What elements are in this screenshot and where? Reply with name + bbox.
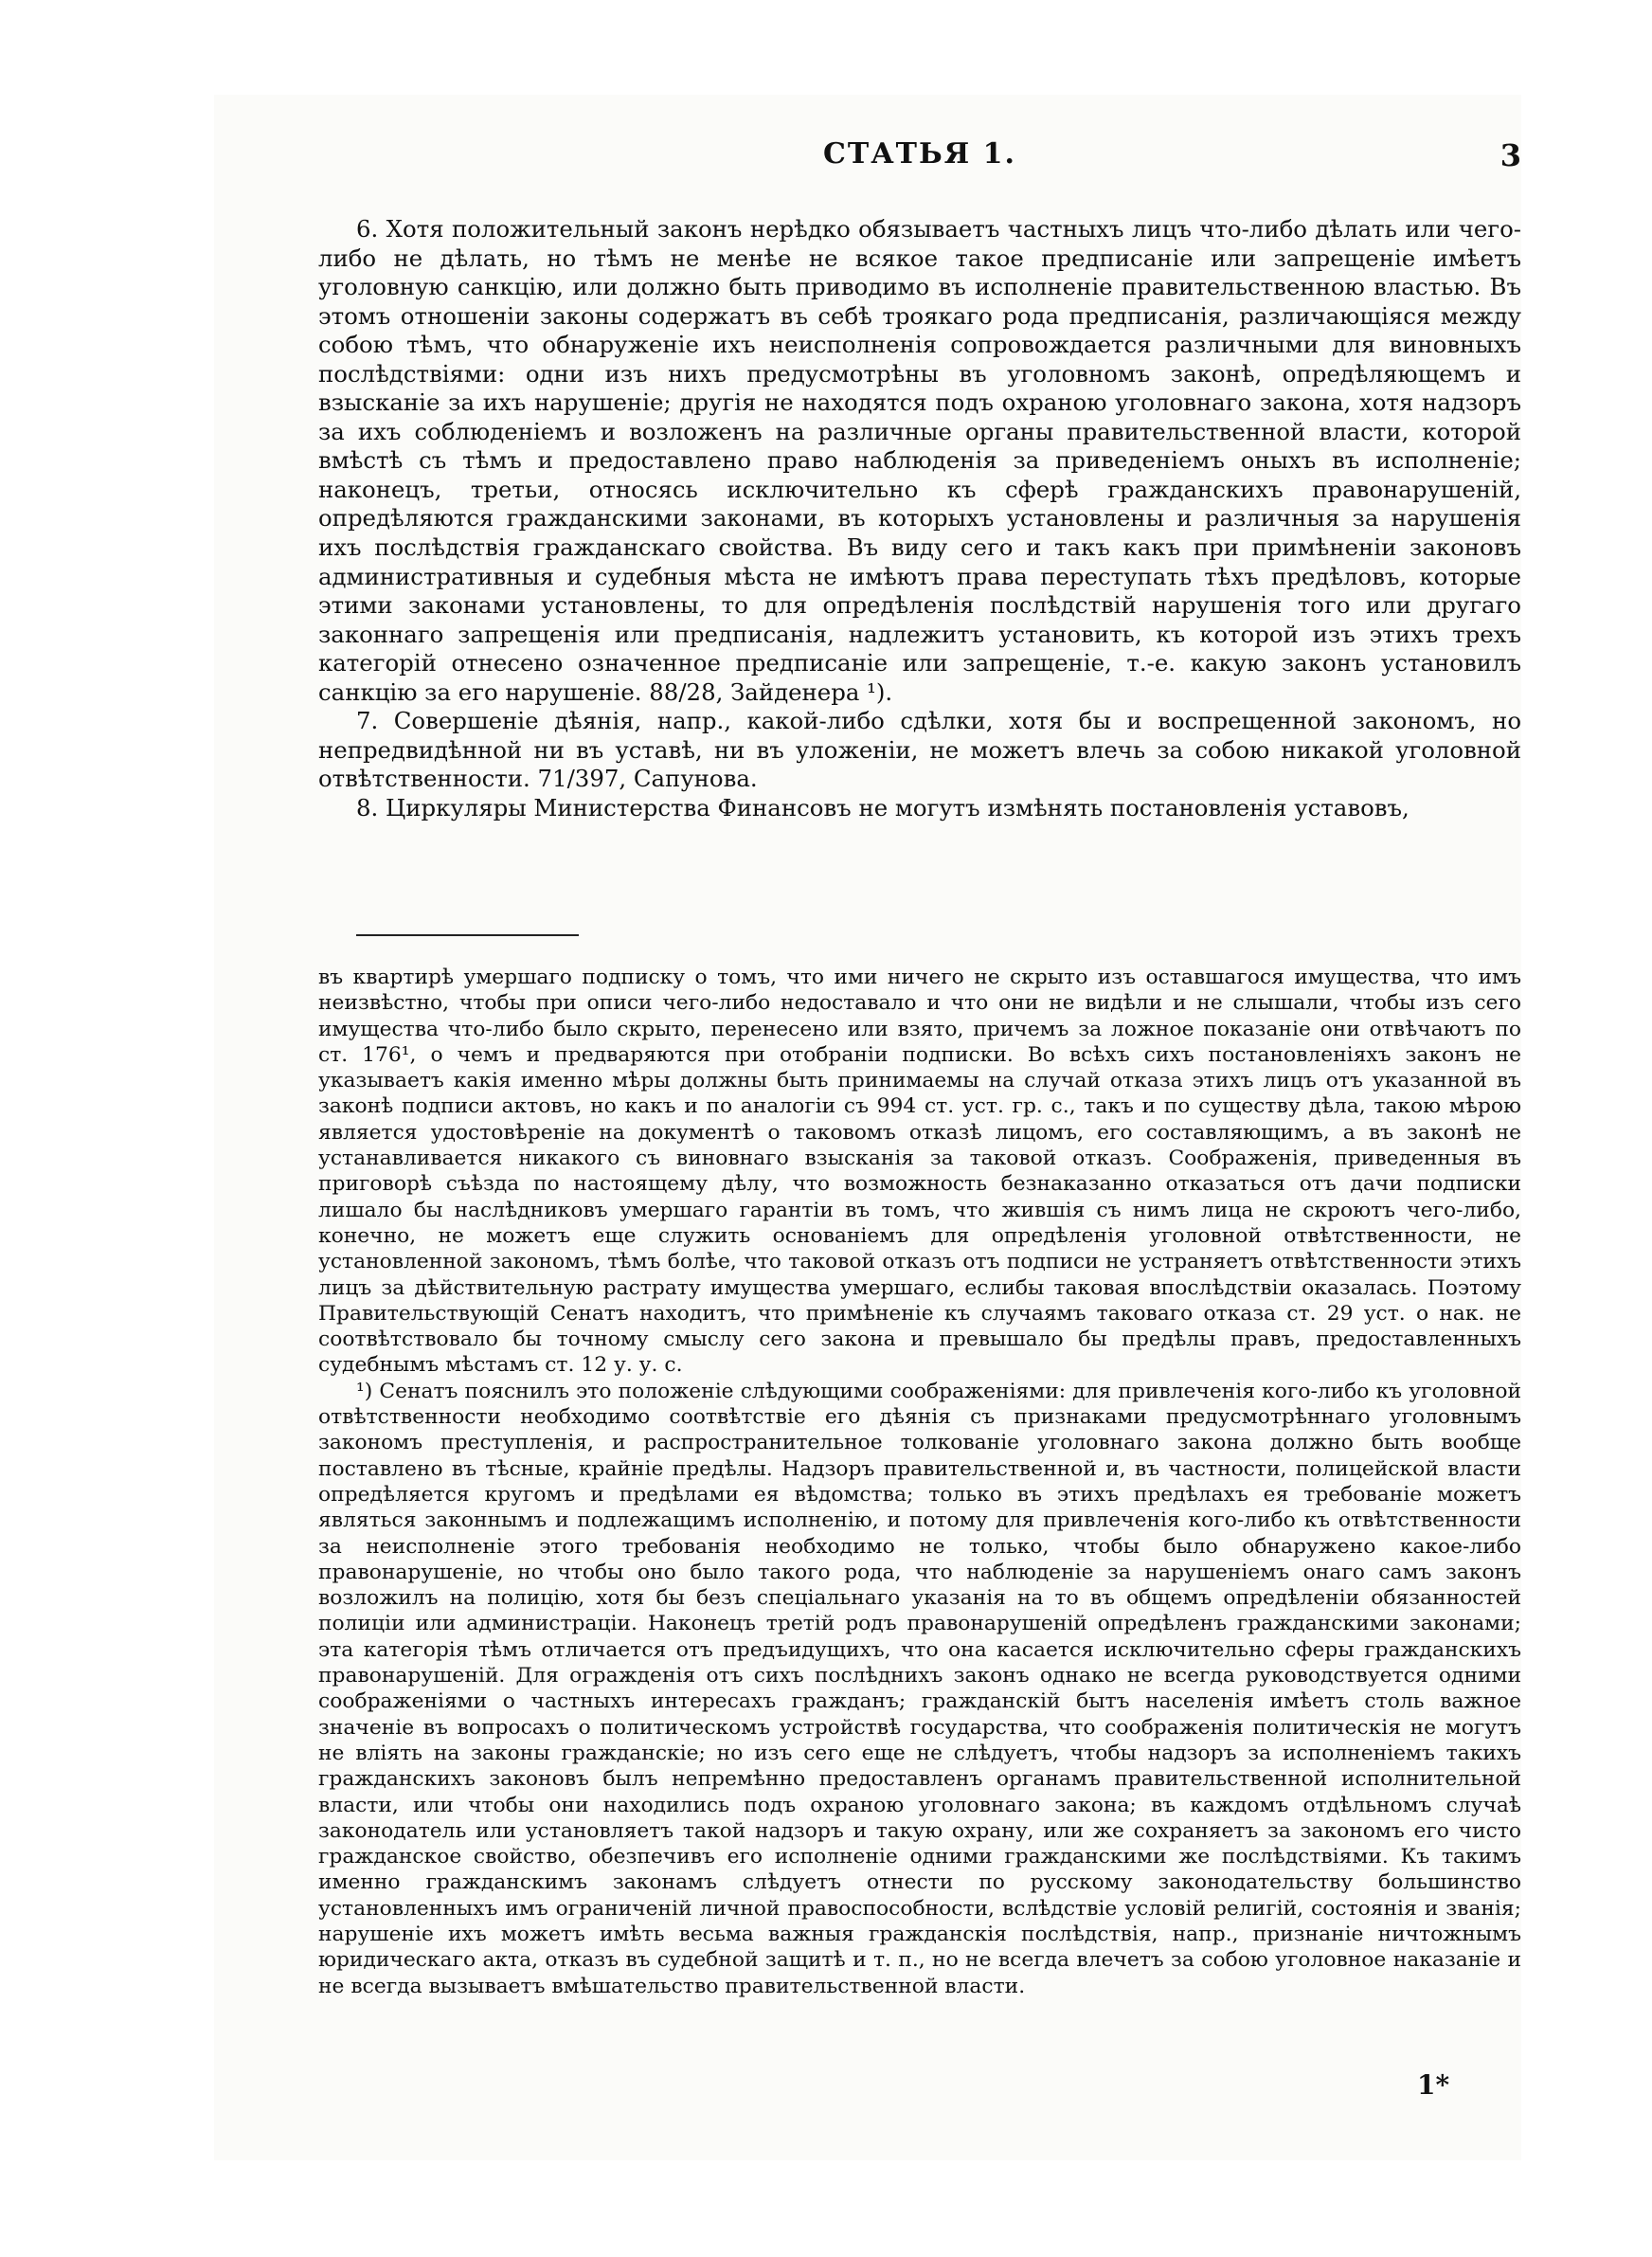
footnotes [318, 965, 1521, 1999]
paragraph-7: 7. Совершеніе дѣянія, напр., какой-либо сдѣлки, хотя бы и воспрещенной закономъ, но непредвидѣнной ни въ уставѣ, ни въ уложеніи, не можетъ влечь за собою никакой уголовной отвѣтственности. 71/397, Сапунова. [318, 707, 1521, 793]
paragraph-6: 6. Хотя положительный законъ нерѣдко обязываетъ частныхъ лицъ что-либо дѣлать или чего-либо не дѣлать, но тѣмъ не менѣе не всякое такое предписаніе или запрещеніе имѣетъ уголовную санкцію, или должно быть приводимо въ исполненіе правительственною властью. Въ этомъ отношеніи законы содержатъ въ себѣ троякаго рода предписанія, различающіяся между собою тѣмъ, что обнаруженіе ихъ неисполненія сопровождается различными для виновныхъ послѣдствіями: одни изъ нихъ предусмотрѣны въ уголовномъ законѣ, опредѣляющемъ и взысканіе за ихъ нарушеніе; другія не находятся подъ охраною уголовнаго закона, хотя надзоръ за ихъ соблюденіемъ и возложенъ на различные органы правительственной власти, которой вмѣстѣ съ тѣмъ и предоставлено право наблюденія за приведеніемъ оныхъ въ исполненіе; наконецъ, третьи, относясь исключительно къ сферѣ гражданскихъ правонарушеній, опредѣляются гражданскими законами, въ которыхъ установлены и различныя за нарушенія ихъ послѣдствія гражданскаго свойства. Въ виду сего и такъ какъ при примѣненіи законовъ административныя и судебныя мѣста не имѣютъ права переступать тѣхъ предѣловъ, которые этими законами установлены, то для опредѣленія послѣдствій нарушенія того или другаго законнаго запрещенія или предписанія, надлежитъ установить, къ которой изъ этихъ трехъ категорій отнесено означенное предписаніе или запрещеніе, т.-е. какую законъ установилъ санкцію за его нарушеніе. 88/28, Зайденера ¹). [318, 215, 1521, 706]
book-page [214, 95, 1521, 2160]
paragraph-8: 8. Циркуляры Министерства Финансовъ не могутъ измѣнять постановленія уставовъ, [356, 793, 1410, 822]
footnote-continuation: въ квартирѣ умершаго подписку о томъ, что ими ничего не скрыто изъ оставшагося имущества, что имъ неизвѣстно, чтобы при описи чего-либо недоставало и что они не видѣли и не слышали, чтобы изъ сего имущества что-либо было скрыто, перенесено или взято, причемъ за ложное показаніе они отвѣчаютъ по ст. 176¹, о чемъ и предваряются при отобраніи подписки. Во всѣхъ сихъ постановленіяхъ законъ не указываетъ какія именно мѣры должны быть принимаемы на случай отказа этихъ лицъ отъ указанной въ законѣ подписи актовъ, но какъ и по аналогіи съ 994 ст. уст. гр. с., такъ и по существу дѣла, такою мѣрою является удостовѣреніе на документѣ о таковомъ отказѣ лицомъ, его составляющимъ, а въ законѣ не устанавливается никакого съ виновнаго взысканія за таковой отказъ. Соображенія, приведенныя въ приговорѣ съѣзда по настоящему дѣлу, что возможность безнаказанно отказаться отъ дачи подписки лишало бы наслѣдниковъ умершаго гарантіи въ томъ, что жившія съ нимъ лица не скроютъ чего-либо, конечно, не можетъ еще служить основаніемъ для опредѣленія уголовной отвѣтственности, не установленной закономъ, тѣмъ болѣе, что таковой отказъ отъ подписи не устраняетъ отвѣтственности этихъ лицъ за дѣйствительную растрату имущества умершаго, еслибы таковая впослѣдствіи оказалась. Поэтому Правительствующій Сенатъ находитъ, что примѣненіе къ случаямъ таковаго отказа ст. 29 уст. о нак. не соотвѣтствовало бы точному смыслу сего закона и превышало бы предѣлы правъ, предоставленныхъ судебнымъ мѣстамъ ст. 12 у. у. с. [318, 966, 1521, 1378]
signature-mark: 1* [1417, 2069, 1450, 2101]
page-header [318, 137, 1521, 194]
page-number: 3 [1499, 137, 1521, 173]
running-title: СТАТЬЯ 1. [823, 137, 1016, 171]
footnote-1: ¹) Сенатъ пояснилъ это положеніе слѣдующими соображеніями: для привлеченія кого-либо къ уголовной отвѣтственности необходимо соотвѣтствіе его дѣянія съ признаками предусмотрѣннаго уголовнымъ закономъ преступленія, и распространительное толкованіе уголовнаго закона должно быть вообще поставлено въ тѣсные, крайніе предѣлы. Надзоръ правительственной и, въ частности, полицейской власти опредѣляется кругомъ и предѣлами ея вѣдомства; только въ этихъ предѣлахъ ея требованіе можетъ являться законнымъ и подлежащимъ исполненію, и потому для привлеченія кого-либо къ отвѣтственности за неисполненіе этого требованія необходимо не только, чтобы было обнаружено какое-либо правонарушеніе, но чтобы оно было такого рода, что наблюденіе за нарушеніемъ онаго самъ законъ возложилъ на полицію, хотя бы безъ спеціальнаго указанія на то въ общемъ опредѣленіи обязанностей полиціи или администраціи. Наконецъ третій родъ правонарушеній опредѣленъ гражданскими законами; эта категорія тѣмъ отличается отъ предъидущихъ, что она касается исключительно сферы гражданскихъ правонарушеній. Для огражденія отъ сихъ послѣднихъ законъ однако не всегда руководствуется одними соображеніями о частныхъ интересахъ гражданъ; гражданскій бытъ населенія имѣетъ столь важное значеніе въ вопросахъ о политическомъ устройствѣ государства, что соображенія политическія не могутъ не вліять на законы гражданскіе; но изъ сего еще не слѣдуетъ, чтобы надзоръ за исполненіемъ такихъ гражданскихъ законовъ былъ непремѣнно предоставленъ органамъ правительственной исполнительной власти, или чтобы они находились подъ охраною уголовнаго закона; въ каждомъ отдѣльномъ случаѣ законодатель или установляетъ такой надзоръ и такую охрану, или же сохраняетъ за закономъ его чисто гражданское свойство, обезпечивъ его исполненіе одними гражданскими же послѣдствіями. Къ такимъ именно гражданскимъ законамъ слѣдуетъ отнести по русскому законодательству большинство установленныхъ имъ ограниченій личной правоспособности, вслѣдствіе условій религій, состоянія и званія; нарушеніе ихъ можетъ имѣть весьма важныя гражданскія послѣдствія, напр., признаніе ничтожнымъ юридическаго акта, отказъ въ судебной защитѣ и т. п., но не всегда влечетъ за собою уголовное наказаніе и не всегда вызываетъ вмѣшательство правительственной власти. [318, 1379, 1521, 1998]
main-text [318, 215, 1521, 822]
footnote-separator [356, 934, 579, 936]
